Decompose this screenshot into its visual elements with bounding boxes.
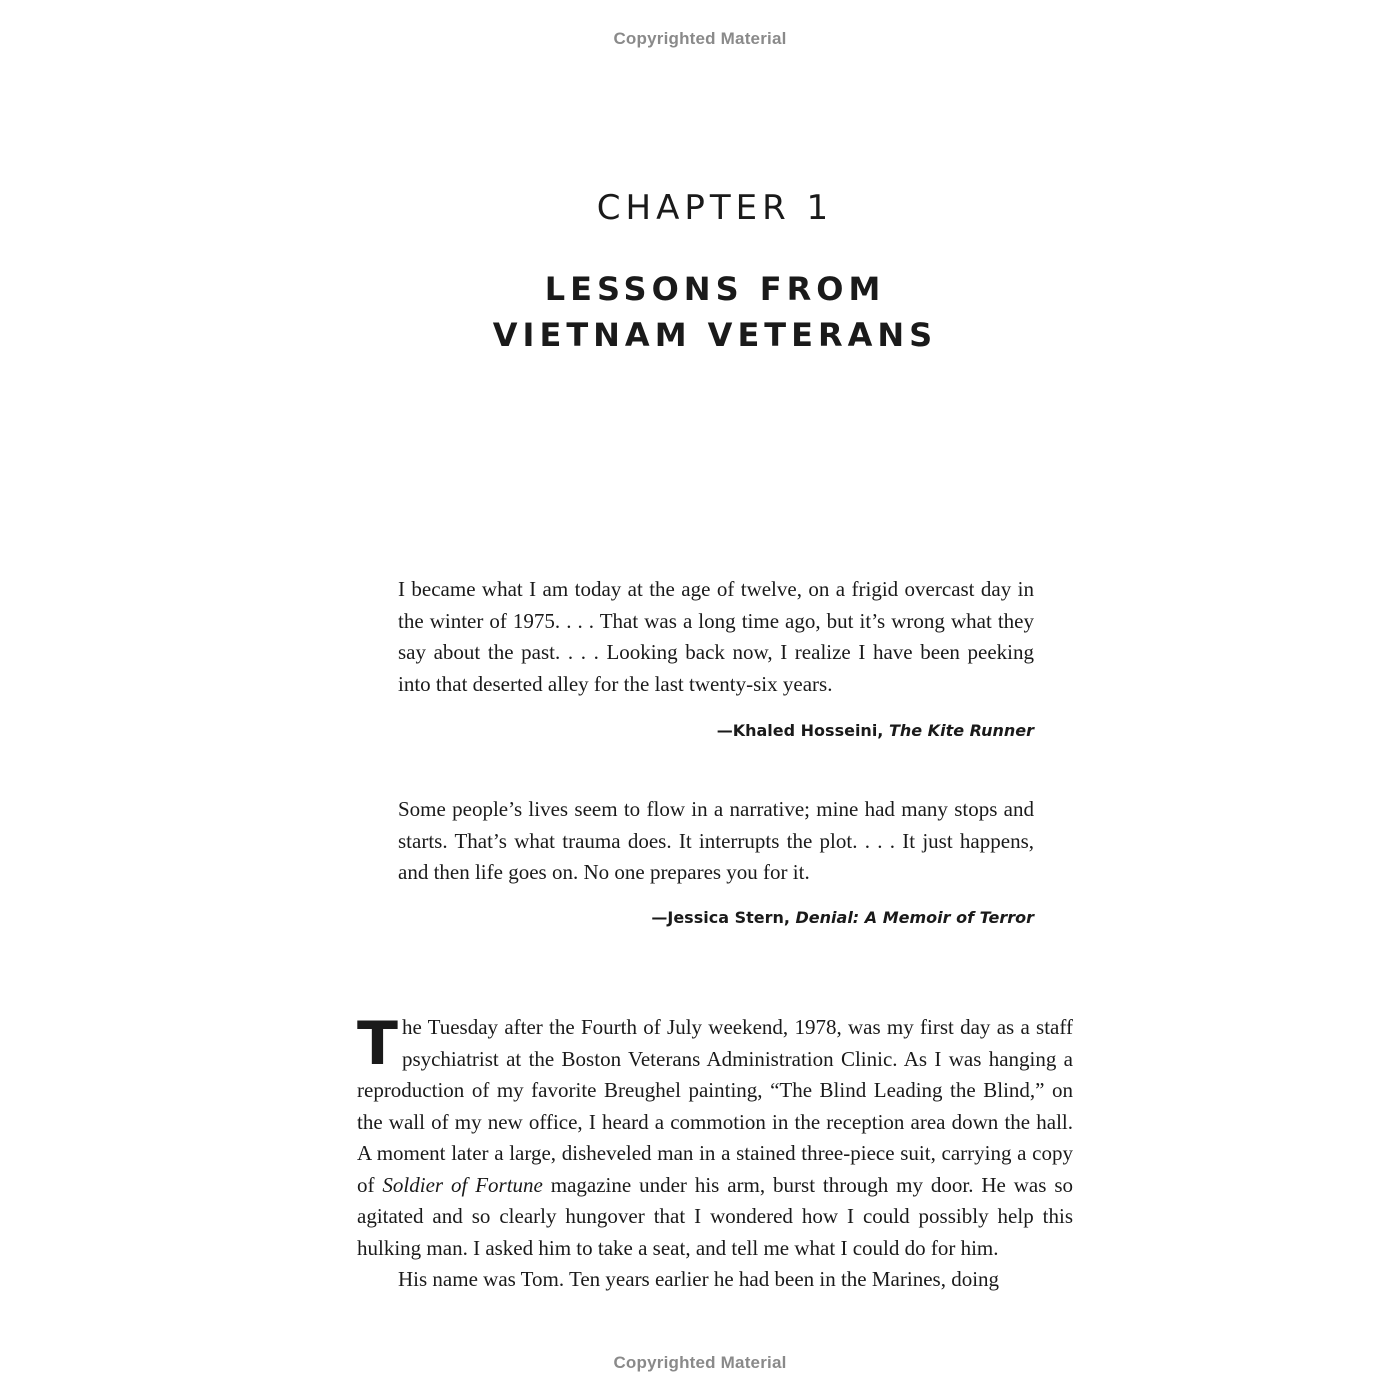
copyright-watermark-top: Copyrighted Material: [613, 29, 787, 48]
attribution-author: —Khaled Hosseini,: [716, 721, 889, 740]
chapter-body: [357, 1009, 1073, 1296]
chapter-title: [0, 266, 1400, 358]
epigraph-quote-1: [398, 574, 1034, 700]
magazine-title: Soldier of Fortune: [382, 1172, 543, 1197]
paragraph-text: magazine under his arm, burst through my door. He was so agitated and so clearly hungover that I wondered how I could possibly help this hulking man. I asked him to take a seat, and tell me what I could do for him.: [357, 1172, 1073, 1260]
epigraph-text: Some people’s lives seem to flow in a narrative; mine had many stops and starts. That’s what trauma does. It interrupts the plot. . . . It just happens, and then life goes on. No one prepares you for it.: [398, 797, 1034, 884]
epigraph-text: I became what I am today at the age of twelve, on a frigid overcast day in the winter of 1975. . . . That was a long time ago, but it’s wrong what they say about the past. . . . Looking back now, I realize I have been peeking into that deserted alley for the last twenty-six years.: [398, 577, 1034, 696]
epigraph-attribution-1: [398, 721, 1034, 740]
attribution-author: —Jessica Stern,: [651, 908, 796, 927]
chapter-title-line-1: LESSONS FROM: [544, 270, 886, 308]
epigraph-attribution-2: [398, 908, 1034, 927]
attribution-work: The Kite Runner: [888, 721, 1034, 740]
body-paragraph-2: His name was Tom. Ten years earlier he had been in the Marines, doing: [398, 1267, 1000, 1291]
chapter-number: CHAPTER 1: [596, 188, 834, 228]
epigraph-quote-2: [398, 794, 1034, 889]
drop-cap: T: [357, 1009, 398, 1079]
attribution-work: Denial: A Memoir of Terror: [795, 908, 1034, 927]
body-paragraph-1: [357, 1009, 1073, 1264]
chapter-title-line-2: VIETNAM VETERANS: [492, 316, 938, 354]
copyright-watermark-bottom: Copyrighted Material: [613, 1353, 787, 1372]
paragraph-text: he Tuesday after the Fourth of July weekend, 1978, was my first day as a staff psychiatrist at the Boston Veterans Administration Clinic. As I was hanging a reproduction of my favorite Breughel painting, “The Blind Leading the Blind,” on the wall of my new office, I heard a commotion in the reception area down the hall. A moment later a large, disheveled man in a stained three-piece suit, carrying a copy of: [357, 1015, 1073, 1197]
